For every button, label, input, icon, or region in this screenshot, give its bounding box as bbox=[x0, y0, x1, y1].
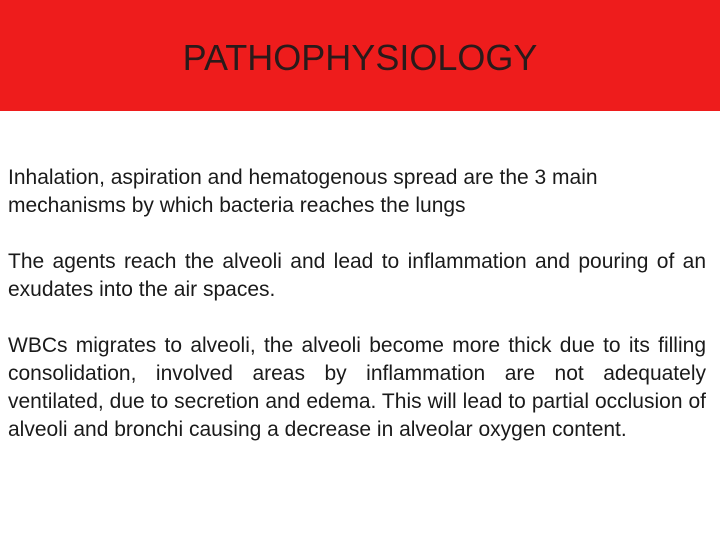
paragraph-wbcs: WBCs migrates to alveoli, the alveoli become more thick due to its filling consolidation, involved areas by inflammation are not adequately ventilated, due to secretion and edema. This will lead to partial occlusion of alveoli and bronchi causing a decrease in alveolar oxygen content. bbox=[8, 334, 706, 441]
slide-title: PATHOPHYSIOLOGY bbox=[182, 37, 538, 78]
paragraph-mechanisms: Inhalation, aspiration and hematogenous spread are the 3 main mechanisms by which bacteria reaches the lungs bbox=[8, 166, 598, 217]
paragraph-agents: The agents reach the alveoli and lead to inflammation and pouring of an exudates into the air spaces. bbox=[8, 250, 706, 301]
title-bar bbox=[0, 0, 720, 111]
slide-body bbox=[8, 164, 706, 472]
